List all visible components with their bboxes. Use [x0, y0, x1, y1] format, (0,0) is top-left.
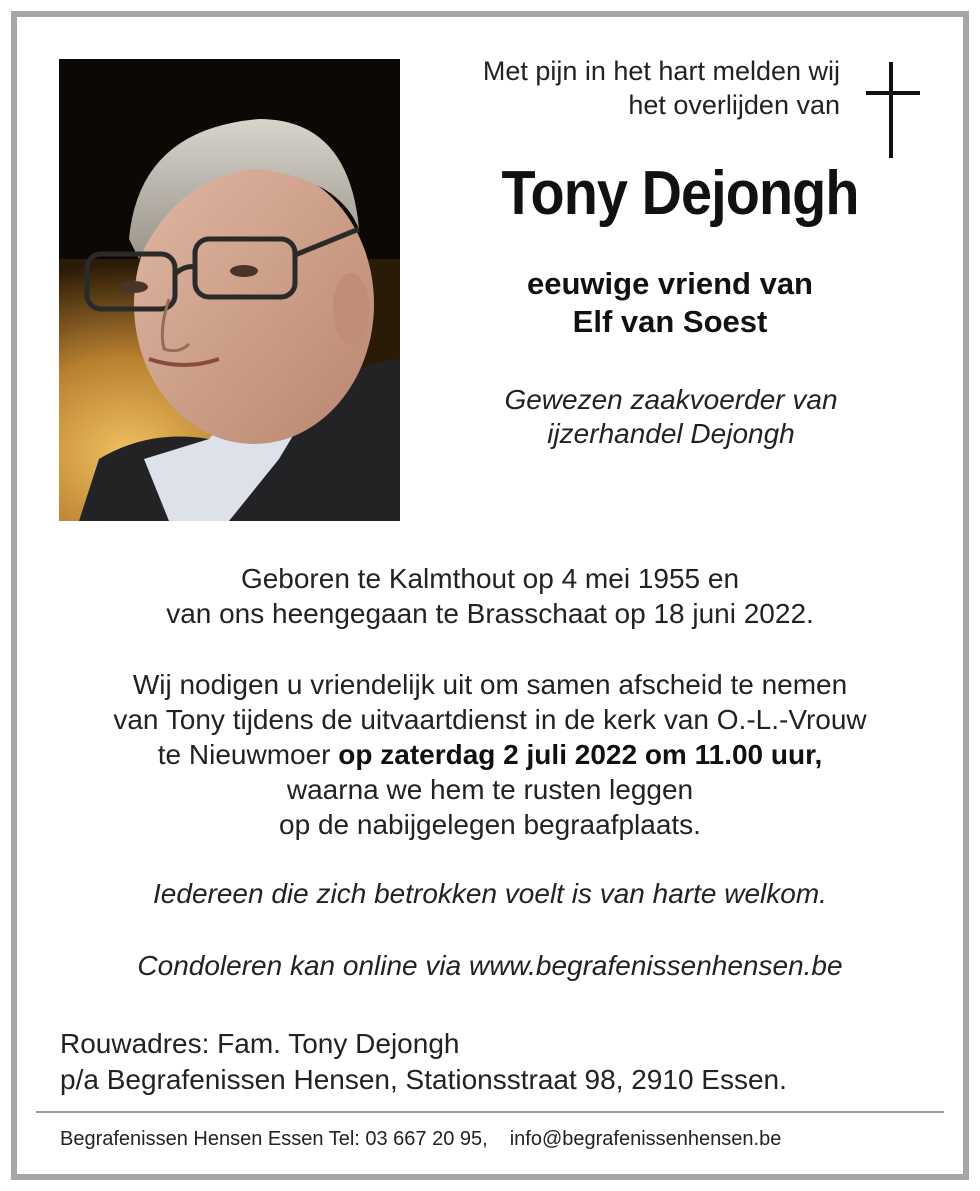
welcome-text: Iedereen die zich betrokken voelt is van harte welkom.	[153, 878, 827, 909]
relation-line-1: eeuwige vriend van	[527, 266, 813, 301]
invite-line-1: Wij nodigen u vriendelijk uit om samen afscheid te nemen	[132, 669, 848, 700]
cross-icon	[862, 62, 924, 160]
deceased-name: Tony Dejongh	[501, 159, 859, 228]
footer-email: info@begrafenissenhensen.be	[509, 1128, 782, 1150]
footer-company-phone: Begrafenissen Hensen Essen Tel: 03 667 20 95,	[60, 1128, 488, 1150]
invite-line-3	[40, 737, 940, 772]
birth-line-2: van ons heengegaan te Brasschaat op 18 juni 2022.	[166, 598, 814, 629]
relation-line-2: Elf van Soest	[572, 304, 768, 339]
intro-text	[380, 54, 840, 122]
portrait-photo	[59, 59, 400, 521]
role-line-2: ijzerhandel Dejongh	[547, 418, 795, 449]
birth-death-text	[40, 561, 940, 631]
intro-line-1: Met pijn in het hart melden wij	[482, 56, 840, 86]
condolence-text: Condoleren kan online via www.begrafenissenhensen.be	[137, 950, 843, 981]
role-line-1: Gewezen zaakvoerder van	[504, 384, 838, 415]
invite-line-2: van Tony tijdens de uitvaartdienst in de kerk van O.-L.-Vrouw	[113, 704, 867, 735]
address-line-2: p/a Begrafenissen Hensen, Stationsstraat 98, 2910 Essen.	[60, 1064, 787, 1095]
role-text	[446, 383, 896, 451]
invite-line-3-prefix: te Nieuwmoer	[157, 739, 339, 770]
mourning-address	[60, 1026, 940, 1098]
intro-line-2: het overlijden van	[628, 90, 840, 120]
invite-line-5: op de nabijgelegen begraafplaats.	[279, 809, 701, 840]
relation-text	[470, 265, 870, 341]
footer	[60, 1126, 940, 1152]
address-line-1: Rouwadres: Fam. Tony Dejongh	[60, 1028, 460, 1059]
service-datetime: op zaterdag 2 juli 2022 om 11.00 uur,	[338, 739, 823, 770]
invitation-text	[40, 667, 940, 842]
footer-divider	[36, 1111, 944, 1113]
invite-line-4: waarna we hem te rusten leggen	[286, 774, 694, 805]
birth-line-1: Geboren te Kalmthout op 4 mei 1955 en	[240, 563, 740, 594]
